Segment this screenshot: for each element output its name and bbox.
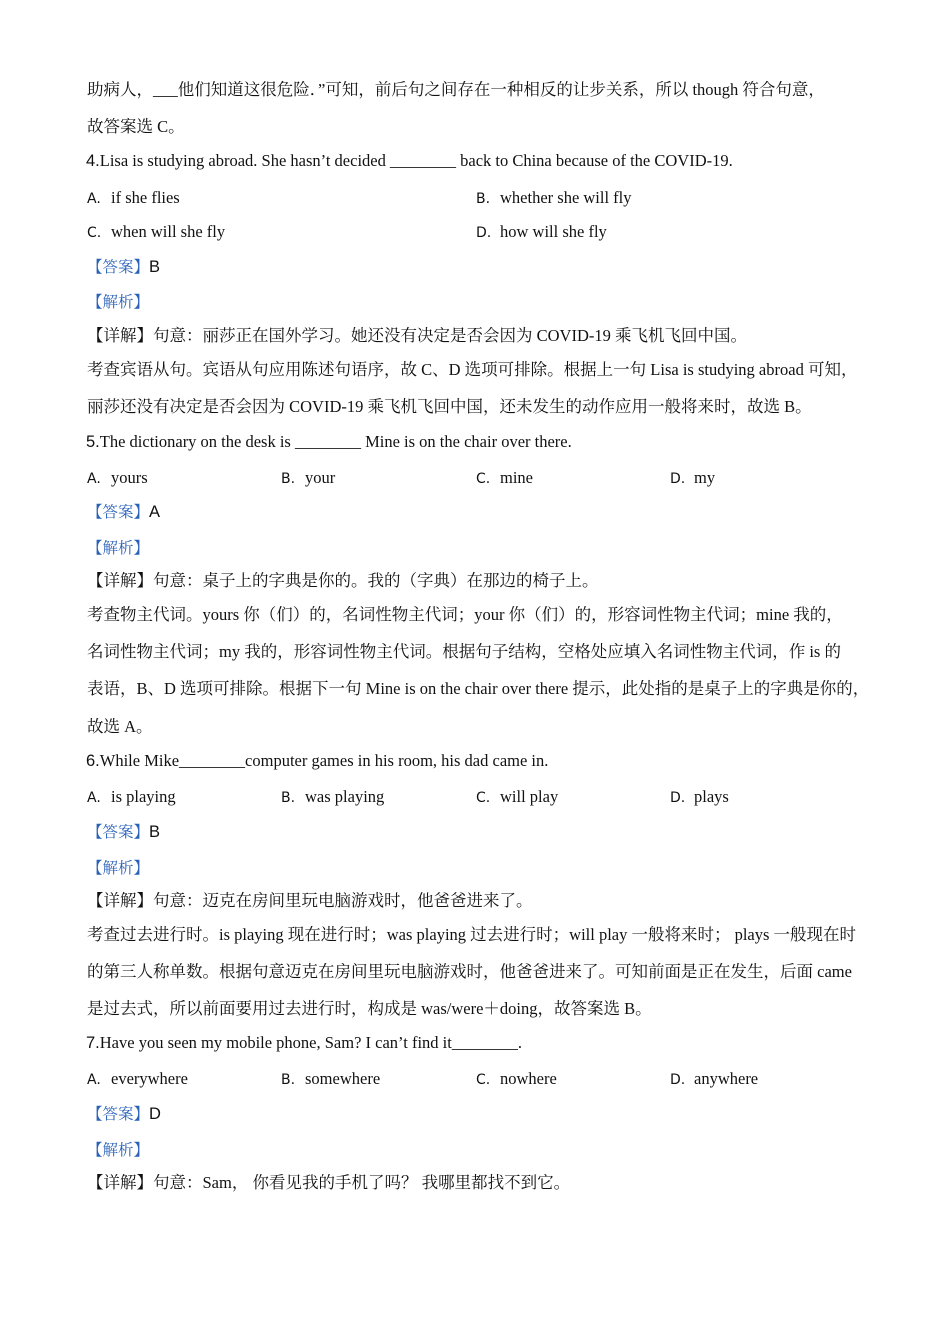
option-b: B. somewhere <box>281 1069 381 1088</box>
detail-line: 的第三人称单数。根据句意迈克在房间里玩电脑游戏时，他爸爸进来了。可知前面是正在发生，后面 came <box>87 962 852 981</box>
option-d: D. anywhere <box>670 1069 759 1088</box>
answer-tag: 【答案】 <box>87 823 150 841</box>
answer-tag: 【答案】 <box>87 503 150 521</box>
question-stem <box>86 150 876 172</box>
detail-line: 【详解】句意：丽莎正在国外学习。她还没有决定是否会因为 COVID-19 乘飞机飞回中国。 <box>87 326 747 345</box>
question-number: 6. <box>86 752 100 770</box>
question-stem <box>86 750 876 772</box>
answer-tag: 【答案】 <box>87 1105 150 1123</box>
option-b: B. was playing <box>281 787 385 806</box>
detail-line: 表语，B、D 选项可排除。根据下一句 Mine is on the chair over there 提示，此处指的是桌子上的字典是你的， <box>87 679 870 698</box>
answer-line <box>87 256 877 278</box>
detail-line: 考查过去进行时。is playing 现在进行时；was playing 过去进行时；will play 一般将来时； plays 一般现在时 <box>87 925 857 944</box>
option-a: A. if she flies <box>87 188 180 207</box>
detail-line: 考查物主代词。yours 你（们）的，名词性物主代词；your 你（们）的，形容词性物主代词；mine 我的， <box>87 605 843 624</box>
answer-value: D <box>149 1105 161 1123</box>
answer-value: A <box>149 503 161 521</box>
answer-value: B <box>149 258 161 276</box>
question-number: 5. <box>86 433 100 451</box>
answer-line <box>87 501 877 523</box>
answer-line <box>87 1103 877 1125</box>
text-line: 助病人，___他们知道这很危险．”可知，前后句之间存在一种相反的让步关系，所以 though 符合句意， <box>87 80 825 99</box>
question-number: 7. <box>86 1034 100 1052</box>
option-d: D. how will she fly <box>476 222 607 241</box>
option-a: A. is playing <box>87 787 176 806</box>
question-text: The dictionary on the desk is ________ Mine is on the chair over there. <box>99 432 572 451</box>
option-d: D. my <box>670 468 716 487</box>
option-c: C. will play <box>476 787 559 806</box>
detail-line: 考查宾语从句。宾语从句应用陈述句语序，故 C、D 选项可排除。根据上一句 Lisa is studying abroad 可知， <box>87 360 858 379</box>
detail-line: 【详解】句意：桌子上的字典是你的。我的（字典）在那边的椅子上。 <box>87 571 599 590</box>
analysis-tag: 【解析】 <box>87 859 150 877</box>
option-a: A. everywhere <box>87 1069 188 1088</box>
question-stem <box>86 1032 876 1054</box>
question-number: 4. <box>86 152 100 170</box>
analysis-tag: 【解析】 <box>87 293 150 311</box>
detail-line: 是过去式，所以前面要用过去进行时，构成是 was/were＋doing，故答案选 B。 <box>87 999 652 1018</box>
detail-line: 【详解】句意：Sam， 你看见我的手机了吗？ 我哪里都找不到它。 <box>87 1173 571 1192</box>
option-c: C. nowhere <box>476 1069 557 1088</box>
option-b: B. your <box>281 468 336 487</box>
option-c: C. when will she fly <box>87 222 226 241</box>
option-b: B. whether she will fly <box>476 188 632 207</box>
option-d: D. plays <box>670 787 729 806</box>
text-line: 故答案选 C。 <box>87 117 185 136</box>
question-stem <box>86 431 876 453</box>
question-text: Lisa is studying abroad. She hasn’t decided ________ back to China because of the COVID-19. <box>99 151 733 170</box>
analysis-tag: 【解析】 <box>87 539 150 557</box>
detail-line: 丽莎还没有决定是否会因为 COVID-19 乘飞机飞回中国，还未发生的动作应用一般将来时，故选 B。 <box>87 397 812 416</box>
answer-line <box>87 821 877 843</box>
detail-line: 名词性物主代词；my 我的，形容词性物主代词。根据句子结构，空格处应填入名词性物主代词，作 is 的 <box>87 642 841 661</box>
analysis-tag: 【解析】 <box>87 1141 150 1159</box>
question-text: While Mike________computer games in his room, his dad came in. <box>99 751 549 770</box>
detail-line: 【详解】句意：迈克在房间里玩电脑游戏时，他爸爸进来了。 <box>87 891 533 910</box>
question-text: Have you seen my mobile phone, Sam? I can’t find it________. <box>99 1033 522 1052</box>
answer-tag: 【答案】 <box>87 258 150 276</box>
answer-value: B <box>149 823 161 841</box>
option-a: A. yours <box>87 468 148 487</box>
detail-line: 故选 A。 <box>87 717 153 736</box>
option-c: C. mine <box>476 468 533 487</box>
